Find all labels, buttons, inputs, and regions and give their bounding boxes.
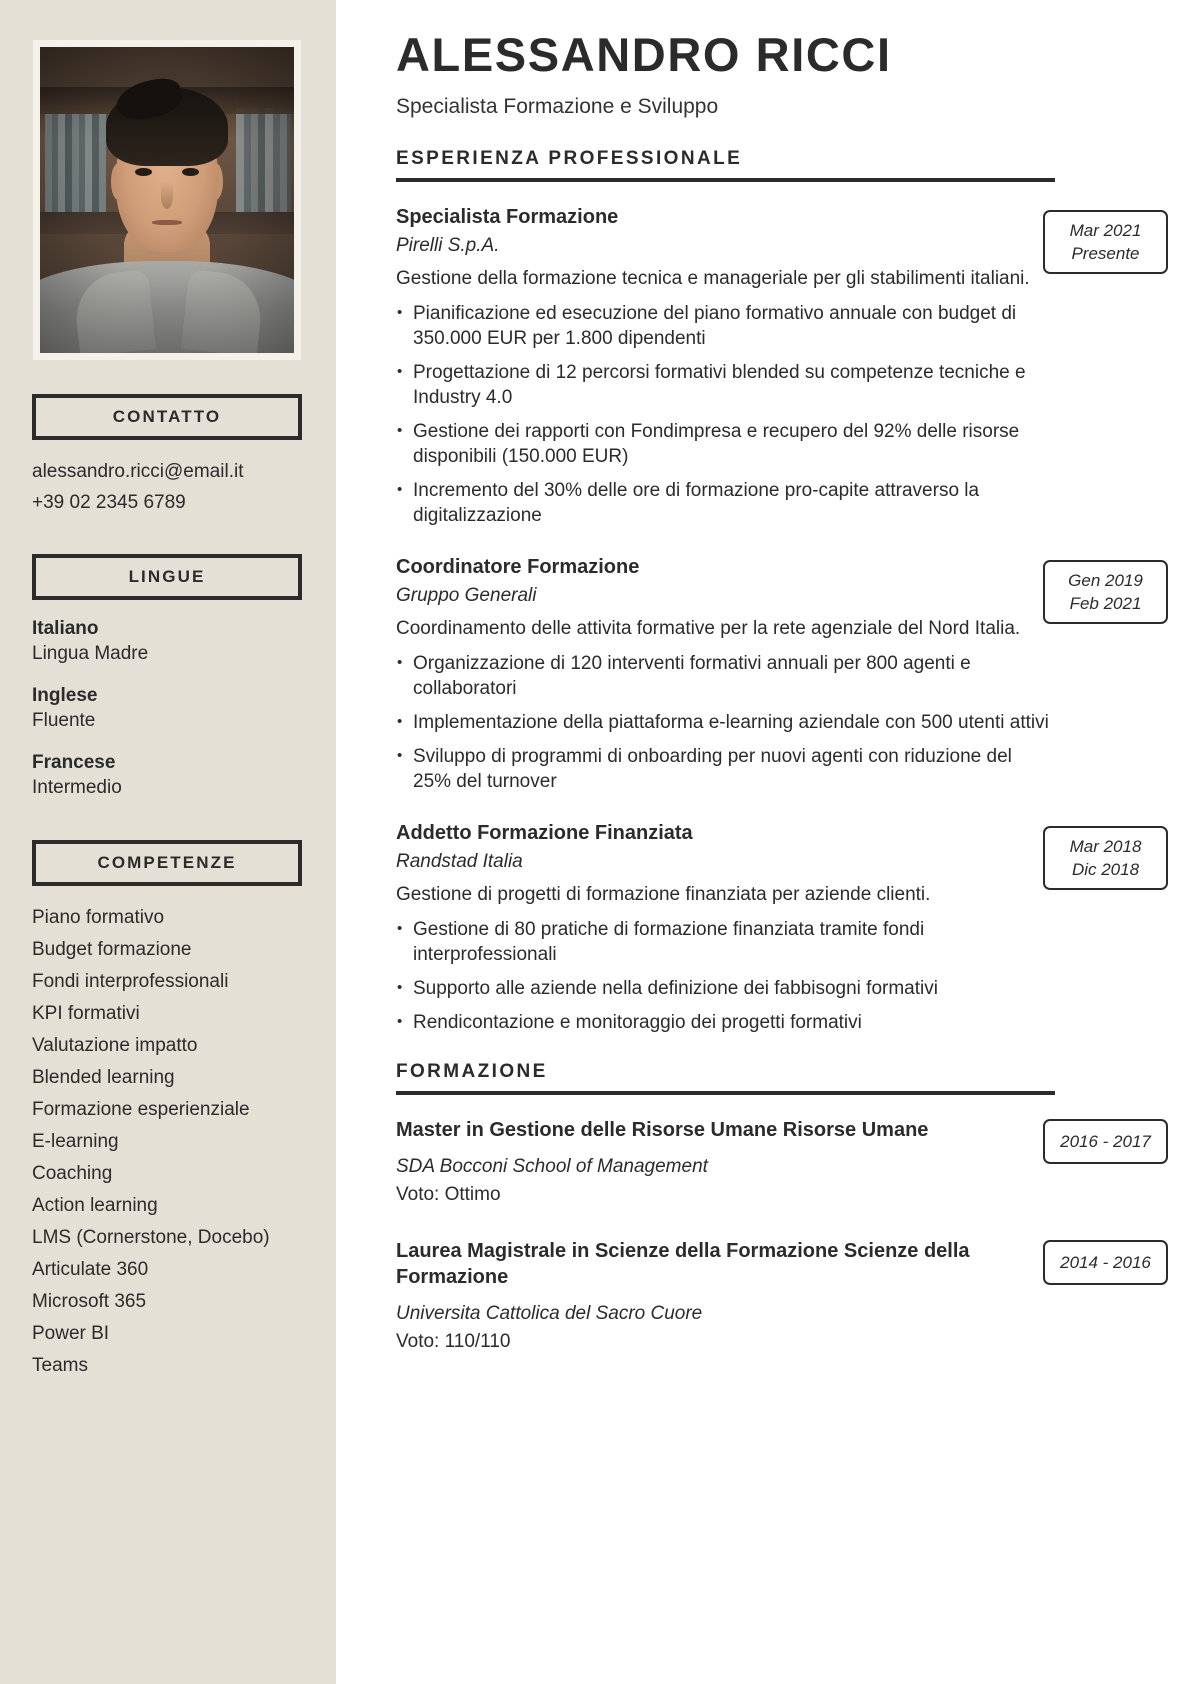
date-start: Mar 2021 (1069, 221, 1142, 240)
contact-heading: CONTATTO (32, 394, 302, 440)
language-name: Francese (32, 752, 116, 773)
job-bullet: • Pianificazione ed esecuzione del piano formativo annuale con budget di 350.000 EUR per 1.800 dipendenti (396, 301, 1055, 351)
date-start: Gen 2019 (1068, 571, 1143, 590)
skill-item: KPI formativi (32, 1003, 140, 1024)
job-bullet: • Gestione di 80 pratiche di formazione finanziata tramite fondi interprofessionali (396, 917, 1055, 967)
languages-heading: LINGUE (32, 554, 302, 600)
skill-item: Teams (32, 1355, 88, 1376)
skill-item: Blended learning (32, 1067, 175, 1088)
language-name: Inglese (32, 685, 98, 706)
skill-item: Action learning (32, 1195, 158, 1216)
job-bullet: • Progettazione di 12 percorsi formativi blended su competenze tecniche e Industry 4.0 (396, 360, 1055, 410)
language-name: Italiano (32, 618, 99, 639)
education-entry (396, 1117, 1151, 1208)
education-date-badge (1043, 1240, 1168, 1285)
profile-subtitle: Specialista Formazione e Sviluppo (396, 95, 719, 118)
job-bullets (396, 917, 1055, 1035)
date-end: Presente (1071, 244, 1140, 263)
education-entry (396, 1238, 1151, 1355)
education-date: 2014 - 2016 (1060, 1253, 1151, 1272)
page-title: ALESSANDRO RICCI (396, 28, 892, 81)
job-bullets (396, 301, 1055, 528)
skills-heading: COMPETENZE (32, 840, 302, 886)
experience-entry (396, 204, 1142, 528)
job-description: Coordinamento delle attivita formative per la rete agenziale del Nord Italia. (396, 618, 1021, 639)
job-bullet: • Supporto alle aziende nella definizione dei fabbisogni formativi (396, 976, 1055, 1001)
job-title: Addetto Formazione Finanziata (396, 822, 693, 844)
experience-date-badge (1043, 826, 1168, 890)
date-end: Feb 2021 (1069, 594, 1142, 613)
experience-entry (396, 554, 1143, 794)
sidebar (0, 0, 336, 1684)
job-bullet: • Sviluppo di programmi di onboarding per nuovi agenti con riduzione del 25% del turnover (396, 744, 1055, 794)
date-end: Dic 2018 (1071, 860, 1140, 879)
job-title: Coordinatore Formazione (396, 556, 640, 578)
job-bullet: • Incremento del 30% delle ore di formazione pro-capite attraverso la digitalizzazione (396, 478, 1055, 528)
language-item (32, 616, 302, 666)
language-level: Lingua Madre (32, 643, 149, 664)
skill-item: Valutazione impatto (32, 1035, 198, 1056)
skill-item: Microsoft 365 (32, 1291, 147, 1312)
language-item (32, 683, 302, 733)
job-company: Randstad Italia (396, 851, 523, 872)
language-level: Fluente (32, 710, 96, 731)
profile-photo-frame (33, 40, 301, 360)
job-bullets (396, 651, 1055, 794)
language-item (32, 750, 302, 800)
date-start: Mar 2018 (1069, 837, 1142, 856)
skill-item: Piano formativo (32, 907, 165, 928)
contact-phone[interactable]: +39 02 2345 6789 (32, 492, 186, 513)
job-bullet: • Gestione dei rapporti con Fondimpresa e recupero del 92% delle risorse disponibili (150.000 EUR) (396, 419, 1055, 469)
profile-photo (40, 47, 294, 353)
experience-date-badge (1043, 560, 1168, 624)
education-date-badge (1043, 1119, 1168, 1164)
job-description: Gestione di progetti di formazione finanziata per aziende clienti. (396, 884, 931, 905)
degree-title: Master in Gestione delle Risorse Umane Risorse Umane (396, 1119, 929, 1141)
main-content (336, 0, 1190, 1684)
skill-item: E-learning (32, 1131, 119, 1152)
language-level: Intermedio (32, 777, 122, 798)
contact-email[interactable]: alessandro.ricci@email.it (32, 461, 244, 482)
grade: Voto: Ottimo (396, 1184, 501, 1205)
education-heading: FORMAZIONE (396, 1061, 1055, 1095)
job-title: Specialista Formazione (396, 206, 619, 228)
job-bullet: • Rendicontazione e monitoraggio dei progetti formativi (396, 1010, 1055, 1035)
skill-item: Articulate 360 (32, 1259, 149, 1280)
experience-date-badge (1043, 210, 1168, 274)
job-bullet: • Organizzazione di 120 interventi formativi annuali per 800 agenti e collaboratori (396, 651, 1055, 701)
skill-item: Formazione esperienziale (32, 1099, 250, 1120)
skill-item: LMS (Cornerstone, Docebo) (32, 1227, 270, 1248)
skill-item: Fondi interprofessionali (32, 971, 229, 992)
grade: Voto: 110/110 (396, 1331, 511, 1352)
degree-title: Laurea Magistrale in Scienze della Formazione Scienze della Formazione (396, 1240, 970, 1288)
job-description: Gestione della formazione tecnica e manageriale per gli stabilimenti italiani. (396, 268, 1030, 289)
job-company: Pirelli S.p.A. (396, 235, 500, 256)
job-company: Gruppo Generali (396, 585, 537, 606)
education-date: 2016 - 2017 (1060, 1132, 1151, 1151)
experience-entry (396, 820, 1142, 1035)
school-name: Universita Cattolica del Sacro Cuore (396, 1303, 703, 1324)
skill-item: Coaching (32, 1163, 113, 1184)
experience-heading: ESPERIENZA PROFESSIONALE (396, 148, 1055, 182)
skill-item: Power BI (32, 1323, 110, 1344)
skill-item: Budget formazione (32, 939, 192, 960)
job-bullet: • Implementazione della piattaforma e-learning aziendale con 500 utenti attivi (396, 710, 1055, 735)
school-name: SDA Bocconi School of Management (396, 1156, 708, 1177)
